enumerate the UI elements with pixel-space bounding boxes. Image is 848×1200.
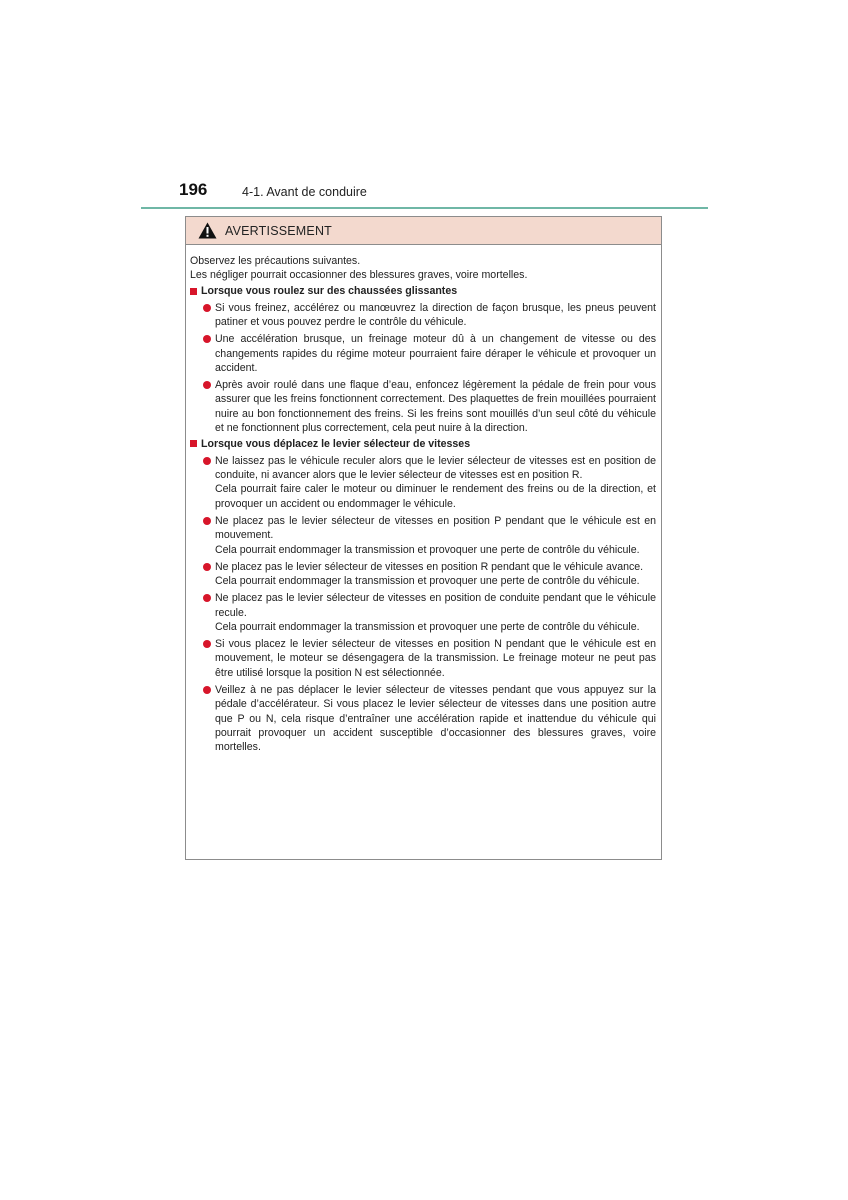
round-bullet-icon: [203, 594, 211, 602]
square-bullet-icon: [190, 288, 197, 295]
bullet-consequence: Cela pourrait faire caler le moteur ou diminuer le rendement des freins ou de la direction, et provoquer un accident ou endommager le véhicule.: [215, 483, 656, 510]
warning-intro: [190, 254, 657, 283]
bullet-text: Ne placez pas le levier sélecteur de vitesses en position P pendant que le véhicule est en mouvement.: [215, 514, 656, 542]
list-item: [190, 683, 657, 755]
bullet-consequence: Cela pourrait endommager la transmission et provoquer une perte de contrôle du véhicule.: [215, 575, 640, 588]
bullet-text: Si vous freinez, accélérez ou manœuvrez la direction de façon brusque, les pneus peuvent patiner et vous pouvez perdre le contrôle du véhicule.: [215, 301, 656, 329]
round-bullet-icon: [203, 335, 211, 343]
bullet-text: Une accélération brusque, un freinage moteur dû à un changement de vitesse ou des changements rapides du régime moteur pourraient faire déraper le véhicule et provoquer un accident.: [215, 333, 656, 375]
list-item: [190, 378, 657, 436]
list-item: [190, 454, 657, 512]
round-bullet-icon: [203, 686, 211, 694]
warning-triangle-icon: [198, 222, 217, 239]
round-bullet-icon: [203, 381, 211, 389]
list-item: [190, 637, 657, 680]
section-heading-label: Lorsque vous roulez sur des chaussées glissantes: [201, 284, 458, 297]
bullet-text: Après avoir roulé dans une flaque d’eau, enfoncez légèrement la pédale de frein pour vous assurer que les freins fonctionnent correctement. Des plaquettes de frein mouillées pourraient nuire au bon fonctionnement des freins. Si les freins sont mouillés d’un seul côté du véhicule et ne fonctionnent plus correctement, cela peut nuire à la direction.: [215, 379, 656, 435]
list-item: [190, 560, 657, 589]
bullet-consequence: Cela pourrait endommager la transmission et provoquer une perte de contrôle du véhicule.: [215, 620, 640, 633]
intro-line: Observez les précautions suivantes.: [190, 255, 361, 267]
round-bullet-icon: [203, 563, 211, 571]
page-header: [141, 178, 708, 209]
list-item: [190, 301, 657, 330]
bullet-consequence: Cela pourrait endommager la transmission et provoquer une perte de contrôle du véhicule.: [215, 543, 640, 556]
warning-body: [186, 245, 661, 755]
list-item: [190, 591, 657, 634]
warning-title: AVERTISSEMENT: [225, 223, 333, 238]
warning-header: [186, 217, 661, 245]
list-item: [190, 332, 657, 375]
list-item: [190, 514, 657, 557]
header-divider: [141, 207, 708, 209]
page-number: 196: [179, 180, 208, 199]
bullet-text: Ne placez pas le levier sélecteur de vitesses en position R pendant que le véhicule avance.: [215, 560, 644, 573]
bullet-text: Ne laissez pas le véhicule reculer alors que le levier sélecteur de vitesses est en position de conduite, ni avancer alors que le levier sélecteur de vitesses est en position R.: [215, 454, 656, 482]
bullet-text: Veillez à ne pas déplacer le levier sélecteur de vitesses pendant que vous appuyez sur la pédale d’accélérateur. Si vous placez le levier sélecteur de vitesses dans une position autre que P ou N, cela risque d’entraîner une accélération rapide et inattendue du véhicule qui pourrait provoquer un accident susceptible d’occasionner des blessures graves, voire mortelles.: [215, 683, 656, 754]
round-bullet-icon: [203, 457, 211, 465]
section-heading: [190, 284, 657, 298]
section-heading: [190, 437, 657, 451]
section-heading-label: Lorsque vous déplacez le levier sélecteur de vitesses: [201, 437, 471, 450]
bullet-text: Si vous placez le levier sélecteur de vitesses en position N pendant que le véhicule est en mouvement, le moteur se désengagera de la transmission. Le freinage moteur ne peut pas être utilisé lorsque la position N est sélectionnée.: [215, 637, 656, 679]
section-title: 4-1. Avant de conduire: [242, 185, 367, 199]
intro-line: Les négliger pourrait occasionner des blessures graves, voire mortelles.: [190, 269, 528, 282]
round-bullet-icon: [203, 304, 211, 312]
warning-box: [185, 216, 662, 860]
square-bullet-icon: [190, 440, 197, 447]
round-bullet-icon: [203, 517, 211, 525]
round-bullet-icon: [203, 640, 211, 648]
bullet-text: Ne placez pas le levier sélecteur de vitesses en position de conduite pendant que le véhicule recule.: [215, 592, 656, 619]
